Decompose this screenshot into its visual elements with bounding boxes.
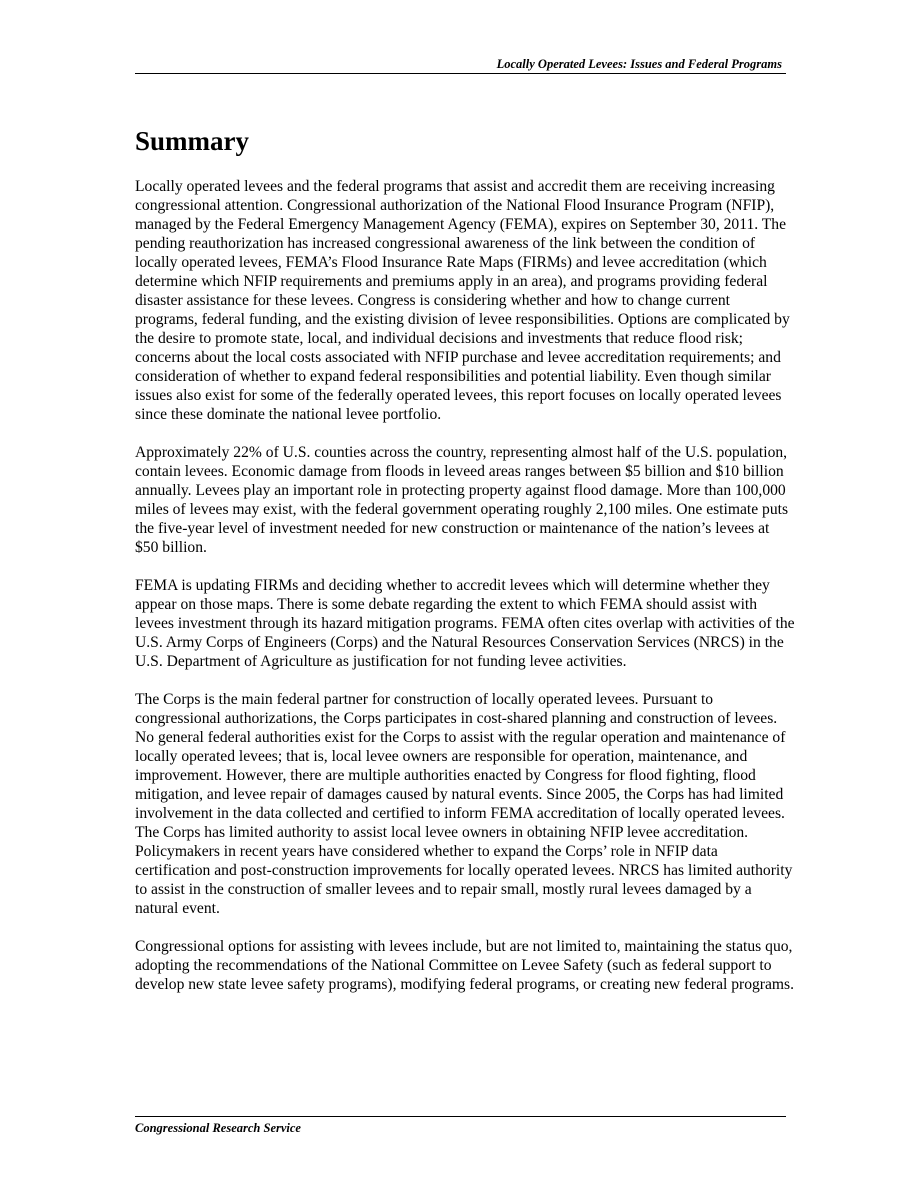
footer-rule bbox=[135, 1116, 786, 1117]
running-header: Locally Operated Levees: Issues and Federal Programs bbox=[496, 57, 782, 71]
running-footer: Congressional Research Service bbox=[135, 1121, 301, 1135]
summary-body bbox=[135, 177, 795, 1013]
paragraph-1: Locally operated levees and the federal programs that assist and accredit them are receiving increasing congressional attention. Congressional authorization of the National Flood Insurance Program (NFIP), managed by the Federal Emergency Management Agency (FEMA), expires on September 30, 2011. The pending reauthorization has increased congressional awareness of the link between the condition of locally operated levees, FEMA’s Flood Insurance Rate Maps (FIRMs) and levee accreditation (which determine which NFIP requirements and premiums apply in an area), and programs providing federal disaster assistance for these levees. Congress is considering whether and how to change current programs, federal funding, and the existing division of levee responsibilities. Options are complicated by the desire to promote state, local, and individual decisions and investments that reduce flood risk; concerns about the local costs associated with NFIP purchase and levee accreditation requirements; and consideration of whether to expand federal responsibilities and potential liability. Even though similar issues also exist for some of the federally operated levees, this report focuses on locally operated levees since these dominate the national levee portfolio. bbox=[135, 178, 790, 423]
section-heading: Summary bbox=[135, 126, 249, 156]
header-rule bbox=[135, 73, 786, 74]
paragraph-3: FEMA is updating FIRMs and deciding whether to accredit levees which will determine whether they appear on those maps. There is some debate regarding the extent to which FEMA should assist with levees investment through its hazard mitigation programs. FEMA often cites overlap with activities of the U.S. Army Corps of Engineers (Corps) and the Natural Resources Conservation Services (NRCS) in the U.S. Department of Agriculture as justification for not funding levee activities. bbox=[135, 577, 795, 670]
paragraph-2: Approximately 22% of U.S. counties across the country, representing almost half of the U.S. population, contain levees. Economic damage from floods in leveed areas ranges between $5 billion and $10 billion annually. Levees play an important role in protecting property against flood damage. More than 100,000 miles of levees may exist, with the federal government operating roughly 2,100 miles. One estimate puts the five-year level of investment needed for new construction or maintenance of the nation’s levees at $50 billion. bbox=[135, 444, 789, 556]
paragraph-5: Congressional options for assisting with levees include, but are not limited to, maintaining the status quo, adopting the recommendations of the National Committee on Levee Safety (such as federal support to develop new state levee safety programs), modifying federal programs, or creating new federal programs. bbox=[135, 938, 795, 993]
paragraph-4: The Corps is the main federal partner for construction of locally operated levees. Pursuant to congressional authorizations, the Corps participates in cost-shared planning and construction of levees. No general federal authorities exist for the Corps to assist with the regular operation and maintenance of locally operated levees; that is, local levee owners are responsible for operation, maintenance, and improvement. However, there are multiple authorities enacted by Congress for flood fighting, flood mitigation, and levee repair of damages caused by natural events. Since 2005, the Corps has had limited involvement in the data collected and certified to inform FEMA accreditation of locally operated levees. The Corps has limited authority to assist local levee owners in obtaining NFIP levee accreditation. Policymakers in recent years have considered whether to expand the Corps’ role in NFIP data certification and post-construction improvements for locally operated levees. NRCS has limited authority to assist in the construction of smaller levees and to repair small, mostly rural levees damaged by a natural event. bbox=[135, 691, 793, 917]
